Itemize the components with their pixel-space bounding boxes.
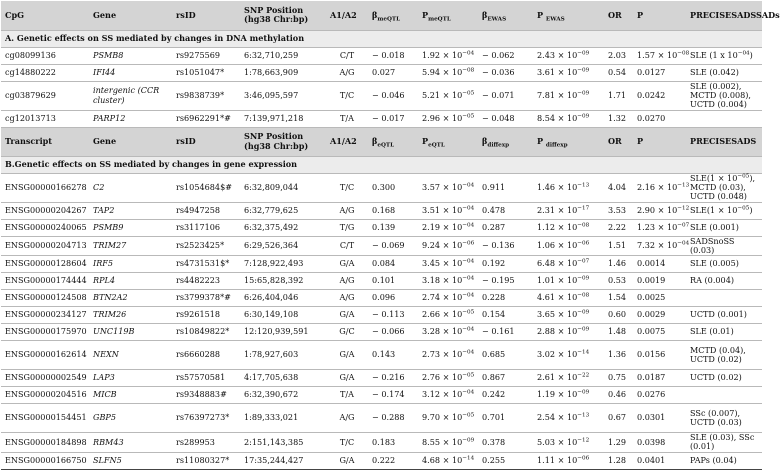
table-row xyxy=(1,324,762,341)
table-b-body xyxy=(1,127,762,469)
cell-p: 0.0127 xyxy=(633,64,686,81)
cell-beta-diffexp: − 0.161 xyxy=(478,324,533,341)
cell-or: 1.29 xyxy=(604,433,633,453)
cell-p-ewas: $8.54 \times 10^{-09}$ xyxy=(533,110,604,127)
table-row xyxy=(1,202,762,219)
cell-rsid: rs4947258 xyxy=(172,202,240,219)
cell-gene: SLFN5 xyxy=(89,452,172,469)
cell-transcript: ENSG00000175970 xyxy=(1,324,89,341)
cell-p-eqtl: $3.51 \times 10^{-04}$ xyxy=(418,202,478,219)
cell-snp-position: 6:32,779,625 xyxy=(240,202,326,219)
cell-p-eqtl: $4.68 \times 10^{-14}$ xyxy=(418,452,478,469)
cell-rsid: rs57570581 xyxy=(172,370,240,387)
cell-gene: C2 xyxy=(89,173,172,202)
cell-p-eqtl: $9.24 \times 10^{-06}$ xyxy=(418,236,478,256)
cell-p-eqtl: $3.57 \times 10^{-04}$ xyxy=(418,173,478,202)
header-gene: Gene xyxy=(89,127,172,156)
cell-beta-eqtl: 0.183 xyxy=(368,433,418,453)
results-table xyxy=(1,1,780,470)
header-a1a2: A1/A2 xyxy=(326,127,368,156)
cell-p-diffexp: $2.31 \times 10^{-17}$ xyxy=(533,202,604,219)
cell-a1a2: A/G xyxy=(326,202,368,219)
cell-a1a2: G/C xyxy=(326,324,368,341)
cell-snp-position: 6:30,149,108 xyxy=(240,307,326,324)
table-row xyxy=(1,290,762,307)
cell-precisesads xyxy=(686,290,762,307)
cell-rsid: rs3799378*# xyxy=(172,290,240,307)
cell-precisesads: SADSnoSS (0.03) xyxy=(686,236,762,256)
header-beta-diffexp: $\beta_{diffexp}$ xyxy=(478,127,533,156)
cell-transcript: ENSG00000166278 xyxy=(1,173,89,202)
cell-precisesads: SLE (0.005) xyxy=(686,256,762,273)
cell-a1a2: T/A xyxy=(326,387,368,404)
cell-transcript: ENSG00000128604 xyxy=(1,256,89,273)
table-row xyxy=(1,256,762,273)
cell-gene: IRF5 xyxy=(89,256,172,273)
cell-rsid: rs6660288 xyxy=(172,341,240,370)
cell-p: $1.57 \times 10^{-08}$ xyxy=(633,47,686,64)
table-a-header-row xyxy=(1,1,762,30)
cell-precisesads: UCTD (0.02) xyxy=(686,370,762,387)
cell-rsid: rs9838739* xyxy=(172,81,240,110)
header-p: P xyxy=(633,1,686,30)
table-a-body xyxy=(1,1,780,127)
cell-gene: RPL4 xyxy=(89,273,172,290)
cell-p-eqtl: $3.45 \times 10^{-04}$ xyxy=(418,256,478,273)
cell-p-eqtl: $3.12 \times 10^{-04}$ xyxy=(418,387,478,404)
table-row xyxy=(1,433,762,453)
cell-p-meqtl: $2.96 \times 10^{-05}$ xyxy=(418,110,478,127)
cell-snp-position: 1:78,927,603 xyxy=(240,341,326,370)
table-b-header-row xyxy=(1,127,762,156)
header-rsid: rsID xyxy=(172,1,240,30)
cell-gene: intergenic (CCR cluster) xyxy=(89,81,172,110)
cell-beta-eqtl: 0.300 xyxy=(368,173,418,202)
table-row xyxy=(1,110,762,127)
cell-precisesads xyxy=(686,110,762,127)
header-gene: Gene xyxy=(89,1,172,30)
cell-p-eqtl: $2.74 \times 10^{-04}$ xyxy=(418,290,478,307)
cell-snp-position: 12:120,939,591 xyxy=(240,324,326,341)
header-p-eqtl: $P_{eQTL}$ xyxy=(418,127,478,156)
cell-or: 0.60 xyxy=(604,307,633,324)
cell-transcript: ENSG00000162614 xyxy=(1,341,89,370)
cell-cpg: cg12013713 xyxy=(1,110,89,127)
cell-gene: TAP2 xyxy=(89,202,172,219)
cell-beta-eqtl: − 0.288 xyxy=(368,404,418,433)
cell-gene: PSMB8 xyxy=(89,47,172,64)
table-row xyxy=(1,236,762,256)
cell-cpg: cg08099136 xyxy=(1,47,89,64)
cell-p-ewas: $2.43 \times 10^{-09}$ xyxy=(533,47,604,64)
header-p-ewas: P $_{EWAS}$ xyxy=(533,1,604,30)
cell-a1a2: G/A xyxy=(326,452,368,469)
cell-snp-position: 1:78,663,909 xyxy=(240,64,326,81)
cell-gene: TRIM26 xyxy=(89,307,172,324)
header-beta-eqtl: $\beta_{eQTL}$ xyxy=(368,127,418,156)
cell-p-diffexp: $1.12 \times 10^{-08}$ xyxy=(533,219,604,236)
cell-p-eqtl: $2.66 \times 10^{-05}$ xyxy=(418,307,478,324)
cell-rsid: rs289953 xyxy=(172,433,240,453)
cell-a1a2: G/A xyxy=(326,370,368,387)
cell-rsid: rs76397273* xyxy=(172,404,240,433)
cell-p: 0.0276 xyxy=(633,387,686,404)
cell-p: 0.0025 xyxy=(633,290,686,307)
cell-a1a2: A/G xyxy=(326,290,368,307)
cell-precisesads: $SLE(1 \times 10^{-05})$ xyxy=(686,202,762,219)
cell-beta-diffexp: 0.911 xyxy=(478,173,533,202)
cell-or: 2.22 xyxy=(604,219,633,236)
cell-transcript: ENSG00000124508 xyxy=(1,290,89,307)
header-beta-ewas: $\beta_{EWAS}$ xyxy=(478,1,533,30)
cell-beta-diffexp: 0.478 xyxy=(478,202,533,219)
cell-or: 0.75 xyxy=(604,370,633,387)
cell-transcript: ENSG00000240065 xyxy=(1,219,89,236)
cell-p: $2.90 \times 10^{-12}$ xyxy=(633,202,686,219)
cell-beta-eqtl: 0.222 xyxy=(368,452,418,469)
header-or: OR xyxy=(604,1,633,30)
cell-p-meqtl: $5.94 \times 10^{-08}$ xyxy=(418,64,478,81)
cell-precisesads: PAPs (0.04) xyxy=(686,452,762,469)
cell-p-eqtl: $2.19 \times 10^{-04}$ xyxy=(418,219,478,236)
cell-beta-eqtl: 0.096 xyxy=(368,290,418,307)
section-a-title: A. Genetic effects on SS mediated by changes in DNA methylation xyxy=(1,30,762,47)
header-precisesads: PRECISESADSSADs xyxy=(686,1,762,30)
cell-snp-position: 3:46,095,597 xyxy=(240,81,326,110)
cell-gene: PSMB9 xyxy=(89,219,172,236)
table-row xyxy=(1,387,762,404)
cell-precisesads: SSc (0.007), UCTD (0.03) xyxy=(686,404,762,433)
cell-p-eqtl: $3.18 \times 10^{-04}$ xyxy=(418,273,478,290)
cell-p-ewas: $3.61 \times 10^{-09}$ xyxy=(533,64,604,81)
cell-rsid: rs9275569 xyxy=(172,47,240,64)
cell-beta-diffexp: − 0.195 xyxy=(478,273,533,290)
table-row xyxy=(1,307,762,324)
cell-p-diffexp: $1.11 \times 10^{-06}$ xyxy=(533,452,604,469)
cell-transcript: ENSG00000184898 xyxy=(1,433,89,453)
cell-p-diffexp: $5.03 \times 10^{-12}$ xyxy=(533,433,604,453)
cell-beta-eqtl: 0.101 xyxy=(368,273,418,290)
cell-rsid: rs9348883# xyxy=(172,387,240,404)
cell-p: 0.0019 xyxy=(633,273,686,290)
cell-beta-eqtl: 0.139 xyxy=(368,219,418,236)
cell-beta-diffexp: 0.242 xyxy=(478,387,533,404)
cell-p-diffexp: $3.02 \times 10^{-14}$ xyxy=(533,341,604,370)
cell-precisesads: RA (0.004) xyxy=(686,273,762,290)
cell-precisesads: SLE (0.001) xyxy=(686,219,762,236)
cell-a1a2: T/C xyxy=(326,81,368,110)
cell-p: 0.0242 xyxy=(633,81,686,110)
cell-precisesads: SLE (0.03), SSc (0.01) xyxy=(686,433,762,453)
cell-p-diffexp: $2.61 \times 10^{-22}$ xyxy=(533,370,604,387)
cell-p-diffexp: $3.65 \times 10^{-09}$ xyxy=(533,307,604,324)
cell-gene: NEXN xyxy=(89,341,172,370)
cell-beta-meqtl: − 0.018 xyxy=(368,47,418,64)
cell-beta-diffexp: 0.228 xyxy=(478,290,533,307)
table-row xyxy=(1,341,762,370)
cell-p: $1.23 \times 10^{-07}$ xyxy=(633,219,686,236)
cell-snp-position: 7:128,922,493 xyxy=(240,256,326,273)
cell-gene: BTN2A2 xyxy=(89,290,172,307)
cell-snp-position: 6:32,375,492 xyxy=(240,219,326,236)
cell-p-meqtl: $1.92 \times 10^{-04}$ xyxy=(418,47,478,64)
header-cpg: CpG xyxy=(1,1,89,30)
table-row xyxy=(1,47,762,64)
cell-precisesads: $SLE(1 \times 10^{-05})$, MCTD (0.03), UCTD (0.048) xyxy=(686,173,762,202)
cell-a1a2: T/C xyxy=(326,173,368,202)
cell-or: 0.67 xyxy=(604,404,633,433)
cell-snp-position: 4:17,705,638 xyxy=(240,370,326,387)
header-or: OR xyxy=(604,127,633,156)
cell-a1a2: T/C xyxy=(326,433,368,453)
cell-a1a2: G/A xyxy=(326,256,368,273)
cell-p: 0.0270 xyxy=(633,110,686,127)
header-snp-position: SNP Position (hg38 Chr:bp) xyxy=(240,1,326,30)
cell-rsid: rs4731531$* xyxy=(172,256,240,273)
cell-beta-diffexp: 0.154 xyxy=(478,307,533,324)
cell-transcript: ENSG00000174444 xyxy=(1,273,89,290)
table-row xyxy=(1,370,762,387)
cell-transcript: ENSG00000002549 xyxy=(1,370,89,387)
cell-p: 0.0156 xyxy=(633,341,686,370)
cell-p: 0.0401 xyxy=(633,452,686,469)
cell-gene: LAP3 xyxy=(89,370,172,387)
cell-transcript: ENSG00000166750 xyxy=(1,452,89,469)
cell-beta-eqtl: − 0.216 xyxy=(368,370,418,387)
cell-p-diffexp: $1.06 \times 10^{-06}$ xyxy=(533,236,604,256)
cell-beta-diffexp: 0.701 xyxy=(478,404,533,433)
cell-gene: IFI44 xyxy=(89,64,172,81)
cell-or: 1.46 xyxy=(604,256,633,273)
cell-p-diffexp: $6.48 \times 10^{-07}$ xyxy=(533,256,604,273)
cell-a1a2: C/T xyxy=(326,236,368,256)
cell-rsid: rs10849822* xyxy=(172,324,240,341)
cell-precisesads xyxy=(686,387,762,404)
cell-gene: TRIM27 xyxy=(89,236,172,256)
table-row xyxy=(1,64,762,81)
table-row xyxy=(1,219,762,236)
cell-beta-eqtl: − 0.069 xyxy=(368,236,418,256)
cell-or: 1.54 xyxy=(604,290,633,307)
results-table-figure xyxy=(1,1,780,473)
header-precisesads: PRECISESADS xyxy=(686,127,762,156)
cell-p-eqtl: $8.55 \times 10^{-09}$ xyxy=(418,433,478,453)
cell-gene: RBM43 xyxy=(89,433,172,453)
cell-snp-position: 6:32,390,672 xyxy=(240,387,326,404)
cell-p-eqtl: $3.28 \times 10^{-04}$ xyxy=(418,324,478,341)
cell-p-diffexp: $1.46 \times 10^{-13}$ xyxy=(533,173,604,202)
cell-snp-position: 1:89,333,021 xyxy=(240,404,326,433)
cell-beta-ewas: − 0.062 xyxy=(478,47,533,64)
cell-snp-position: 6:32,809,044 xyxy=(240,173,326,202)
cell-a1a2: T/A xyxy=(326,110,368,127)
cell-p: $2.16 \times 10^{-13}$ xyxy=(633,173,686,202)
cell-snp-position: 15:65,828,392 xyxy=(240,273,326,290)
cell-or: 1.51 xyxy=(604,236,633,256)
cell-p-eqtl: $2.73 \times 10^{-04}$ xyxy=(418,341,478,370)
cell-rsid: rs1051047* xyxy=(172,64,240,81)
cell-a1a2: C/T xyxy=(326,47,368,64)
cell-precisesads: SLE (0.01) xyxy=(686,324,762,341)
cell-beta-eqtl: − 0.113 xyxy=(368,307,418,324)
cell-beta-diffexp: 0.867 xyxy=(478,370,533,387)
cell-transcript: ENSG00000204516 xyxy=(1,387,89,404)
cell-p: 0.0301 xyxy=(633,404,686,433)
cell-beta-diffexp: 0.685 xyxy=(478,341,533,370)
cell-or: 1.71 xyxy=(604,81,633,110)
header-a1a2: A1/A2 xyxy=(326,1,368,30)
cell-snp-position: 17:35,244,427 xyxy=(240,452,326,469)
cell-or: 1.28 xyxy=(604,452,633,469)
cell-rsid: rs6962291*# xyxy=(172,110,240,127)
cell-transcript: ENSG00000204713 xyxy=(1,236,89,256)
cell-p-eqtl: $2.76 \times 10^{-05}$ xyxy=(418,370,478,387)
cell-beta-meqtl: 0.027 xyxy=(368,64,418,81)
table-row xyxy=(1,81,762,110)
cell-p-ewas: $7.81 \times 10^{-09}$ xyxy=(533,81,604,110)
cell-rsid: rs4482223 xyxy=(172,273,240,290)
cell-beta-eqtl: − 0.174 xyxy=(368,387,418,404)
cell-rsid: rs2523425* xyxy=(172,236,240,256)
cell-p-meqtl: $5.21 \times 10^{-05}$ xyxy=(418,81,478,110)
cell-snp-position: 7:139,971,218 xyxy=(240,110,326,127)
cell-rsid: rs11080327* xyxy=(172,452,240,469)
cell-a1a2: A/G xyxy=(326,64,368,81)
cell-beta-meqtl: − 0.017 xyxy=(368,110,418,127)
cell-transcript: ENSG00000234127 xyxy=(1,307,89,324)
cell-p: 0.0029 xyxy=(633,307,686,324)
cell-p: 0.0014 xyxy=(633,256,686,273)
cell-p-diffexp: $4.61 \times 10^{-08}$ xyxy=(533,290,604,307)
cell-or: 3.53 xyxy=(604,202,633,219)
header-p-meqtl: $P_{meQTL}$ xyxy=(418,1,478,30)
cell-rsid: rs9261518 xyxy=(172,307,240,324)
cell-a1a2: G/A xyxy=(326,307,368,324)
cell-gene: PARP12 xyxy=(89,110,172,127)
cell-gene: UNC119B xyxy=(89,324,172,341)
cell-or: 4.04 xyxy=(604,173,633,202)
cell-p: $7.32 \times 10^{-04}$ xyxy=(633,236,686,256)
cell-precisesads: SLE (1 x $10^{-04}$) xyxy=(686,47,762,64)
cell-beta-eqtl: 0.168 xyxy=(368,202,418,219)
cell-beta-diffexp: 0.287 xyxy=(478,219,533,236)
cell-beta-ewas: − 0.036 xyxy=(478,64,533,81)
cell-or: 0.46 xyxy=(604,387,633,404)
cell-transcript: ENSG00000204267 xyxy=(1,202,89,219)
cell-cpg: cg14880222 xyxy=(1,64,89,81)
cell-p: 0.0075 xyxy=(633,324,686,341)
cell-or: 1.48 xyxy=(604,324,633,341)
cell-or: 2.03 xyxy=(604,47,633,64)
cell-transcript: ENSG00000154451 xyxy=(1,404,89,433)
cell-cpg: cg03879629 xyxy=(1,81,89,110)
cell-a1a2: G/A xyxy=(326,341,368,370)
header-rsid: rsID xyxy=(172,127,240,156)
cell-snp-position: 2:151,143,385 xyxy=(240,433,326,453)
cell-beta-eqtl: 0.143 xyxy=(368,341,418,370)
table-row xyxy=(1,273,762,290)
header-beta-meqtl: $\beta_{meQTL}$ xyxy=(368,1,418,30)
table-row xyxy=(1,452,762,469)
cell-beta-ewas: − 0.071 xyxy=(478,81,533,110)
cell-a1a2: A/G xyxy=(326,404,368,433)
section-b-title: B.Genetic effects on SS mediated by changes in gene expression xyxy=(1,156,762,173)
cell-p-eqtl: $9.70 \times 10^{-05}$ xyxy=(418,404,478,433)
header-snp-position: SNP Position (hg38 Chr:bp) xyxy=(240,127,326,156)
cell-beta-diffexp: 0.255 xyxy=(478,452,533,469)
cell-beta-meqtl: − 0.046 xyxy=(368,81,418,110)
cell-precisesads: SLE (0.002), MCTD (0.008), UCTD (0.004) xyxy=(686,81,762,110)
cell-p-diffexp: $1.01 \times 10^{-09}$ xyxy=(533,273,604,290)
cell-or: 1.36 xyxy=(604,341,633,370)
table-row xyxy=(1,173,762,202)
cell-snp-position: 6:26,404,046 xyxy=(240,290,326,307)
header-p: P xyxy=(633,127,686,156)
cell-p: 0.0187 xyxy=(633,370,686,387)
section-b-title-row xyxy=(1,156,762,173)
cell-precisesads: UCTD (0.001) xyxy=(686,307,762,324)
cell-a1a2: A/G xyxy=(326,273,368,290)
cell-a1a2: T/G xyxy=(326,219,368,236)
cell-or: 0.54 xyxy=(604,64,633,81)
cell-p-diffexp: $2.54 \times 10^{-13}$ xyxy=(533,404,604,433)
cell-p-diffexp: $1.19 \times 10^{-09}$ xyxy=(533,387,604,404)
cell-beta-diffexp: − 0.136 xyxy=(478,236,533,256)
cell-beta-eqtl: 0.084 xyxy=(368,256,418,273)
cell-beta-ewas: − 0.048 xyxy=(478,110,533,127)
cell-rsid: rs1054684$# xyxy=(172,173,240,202)
cell-gene: MICB xyxy=(89,387,172,404)
cell-snp-position: 6:29,526,364 xyxy=(240,236,326,256)
section-a-title-row xyxy=(1,30,762,47)
cell-or: 0.53 xyxy=(604,273,633,290)
cell-beta-diffexp: 0.378 xyxy=(478,433,533,453)
header-transcript: Transcript xyxy=(1,127,89,156)
cell-p: 0.0398 xyxy=(633,433,686,453)
cell-snp-position: 6:32,710,259 xyxy=(240,47,326,64)
cell-beta-eqtl: − 0.066 xyxy=(368,324,418,341)
cell-precisesads: MCTD (0.04), UCTD (0.02) xyxy=(686,341,762,370)
header-p-diffexp: P $_{diffexp}$ xyxy=(533,127,604,156)
cell-precisesads: SLE (0.042) xyxy=(686,64,762,81)
cell-beta-diffexp: 0.192 xyxy=(478,256,533,273)
cell-rsid: rs3117106 xyxy=(172,219,240,236)
cell-p-diffexp: $2.88 \times 10^{-09}$ xyxy=(533,324,604,341)
cell-gene: GBP5 xyxy=(89,404,172,433)
cell-or: 1.32 xyxy=(604,110,633,127)
table-row xyxy=(1,404,762,433)
